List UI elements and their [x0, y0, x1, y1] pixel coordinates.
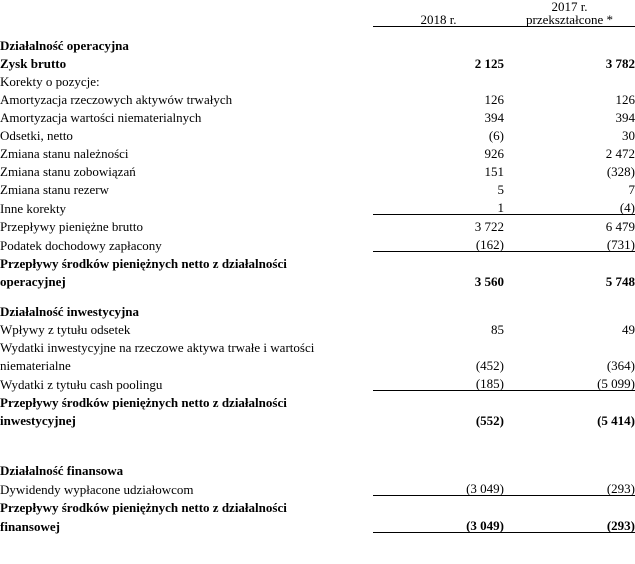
row-value-depreciation-tangible-2018: 126 [484, 92, 504, 107]
subtotal-rule-net-operating-2017 [504, 252, 635, 271]
row-value-change-receivables-2018: 926 [484, 146, 504, 161]
row-value-other-adjustments-2017: (4) [619, 200, 635, 215]
row-label-cash-pooling: Wydatki z tytułu cash poolingu [0, 376, 163, 392]
row-value-income-tax-paid-2017: (731) [606, 237, 635, 252]
section-title-investing-2018 [373, 300, 504, 318]
column-header-2017-label-line2: przekształcone * [526, 12, 613, 27]
row-value-cash-pooling-2017: (5 099) [597, 376, 635, 391]
row-label-capex-line2: niematerialne [0, 358, 71, 373]
row-value-capex-2018: (452) [475, 358, 504, 373]
column-header-2018 [373, 0, 504, 27]
subtotal-net-investing-row-line2 [0, 409, 635, 427]
section-title-investing-2017 [504, 300, 635, 318]
table-row-capex-line1 [0, 336, 635, 354]
section-title-operating: Działalność operacyjna [0, 38, 129, 53]
subtotal-rule-net-operating-2018 [373, 252, 504, 271]
row-label-gross-cash-flows: Przepływy pieniężne brutto [0, 219, 143, 234]
subtotal-label-net-financing-line1: Przepływy środków pieniężnych netto z działalności [0, 500, 287, 515]
row-value-capex-2018-empty [373, 336, 504, 354]
section-title-financing: Działalność finansowa [0, 463, 124, 478]
table-row [0, 215, 635, 234]
section-spacer-row-3 [0, 447, 635, 459]
spacer-cell [0, 427, 373, 447]
section-title-investing-row [0, 300, 635, 318]
row-value-capex-2017: (364) [606, 358, 635, 373]
column-header-2017-label-line1: 2017 r. [551, 0, 588, 14]
row-value-capex-2017-empty [504, 336, 635, 354]
subtotal-net-operating-row-line1 [0, 252, 635, 271]
spacer-cell [0, 447, 373, 459]
row-value-gross-cash-flows-2018: 3 722 [373, 215, 504, 234]
header-spacer-row [0, 27, 635, 35]
table-header-row [0, 0, 635, 27]
row-value-income-tax-paid-2018: (162) [475, 237, 504, 252]
table-row [0, 160, 635, 178]
subtotal-rule-net-investing-2018 [373, 391, 504, 410]
spacer-cell [0, 27, 373, 35]
subtotal-value-net-operating-2018: 3 560 [474, 274, 504, 289]
spacer-cell [504, 447, 635, 459]
row-label-change-receivables: Zmiana stanu należności [0, 146, 129, 161]
column-header-2018-label: 2018 r. [420, 12, 457, 27]
row-label-adjustments-header: Korekty o pozycje: [0, 74, 100, 89]
table-row [0, 142, 635, 160]
table-row [0, 178, 635, 196]
row-value-change-provisions-2017: 7 [628, 182, 635, 197]
section-spacer-row [0, 288, 635, 300]
table-row [0, 106, 635, 124]
table-row-capex-line2 [0, 354, 635, 372]
subtotal-label-net-operating-line2: operacyjnej [0, 274, 66, 289]
row-value-other-adjustments-2018: 1 [497, 200, 504, 215]
row-value-adjustments-header-2018 [373, 70, 504, 88]
row-value-cash-pooling-2018: (185) [475, 376, 504, 391]
row-label-interest-received: Wpływy z tytułu odsetek [0, 322, 131, 337]
spacer-cell [504, 288, 635, 300]
spacer-cell [0, 288, 373, 300]
section-title-financing-2018 [373, 459, 504, 477]
subtotal-value-net-financing-2018: (3 049) [466, 518, 504, 533]
row-value-gross-profit-2017: 3 782 [605, 56, 635, 71]
table-row [0, 233, 635, 252]
row-value-interest-net-2018: (6) [488, 128, 504, 143]
spacer-cell [373, 27, 504, 35]
header-empty-cell [0, 0, 373, 27]
subtotal-net-financing-row-line1 [0, 496, 635, 515]
row-value-gross-profit-2018: 2 125 [474, 56, 504, 71]
spacer-cell [373, 427, 504, 447]
row-value-change-provisions-2018: 5 [497, 182, 504, 197]
subtotal-label-net-investing-line1: Przepływy środków pieniężnych netto z działalności [0, 395, 287, 410]
subtotal-value-net-operating-2017: 5 748 [605, 274, 635, 289]
row-label-income-tax-paid: Podatek dochodowy zapłacony [0, 237, 162, 253]
subtotal-net-operating-row-line2 [0, 270, 635, 288]
row-value-interest-net-2017: 30 [622, 128, 635, 143]
row-value-interest-received-2017: 49 [622, 322, 635, 337]
row-value-adjustments-header-2017 [504, 70, 635, 88]
subtotal-rule-net-financing-2018 [373, 496, 504, 515]
section-title-operating-row [0, 34, 635, 52]
subtotal-rule-net-investing-2017 [504, 391, 635, 410]
subtotal-net-financing-row-line2 [0, 514, 635, 533]
table-row [0, 124, 635, 142]
row-value-depreciation-intangible-2017: 394 [615, 110, 635, 125]
section-title-investing: Działalność inwestycyjna [0, 304, 140, 319]
row-value-dividends-paid-2017: (293) [606, 481, 635, 496]
spacer-cell [373, 447, 504, 459]
table-row [0, 318, 635, 336]
spacer-cell [504, 427, 635, 447]
section-title-operating-2018 [373, 34, 504, 52]
section-spacer-row-2 [0, 427, 635, 447]
row-value-gross-cash-flows-2017: 6 479 [504, 215, 635, 234]
section-title-operating-2017 [504, 34, 635, 52]
row-label-change-provisions: Zmiana stanu rezerw [0, 182, 110, 197]
row-label-other-adjustments: Inne korekty [0, 200, 67, 216]
subtotal-label-net-investing-line2: inwestycyjnej [0, 413, 76, 428]
row-value-dividends-paid-2018: (3 049) [466, 481, 504, 496]
row-value-depreciation-intangible-2018: 394 [484, 110, 504, 125]
table-row [0, 88, 635, 106]
bottom-rule-row [0, 533, 635, 534]
subtotal-label-net-operating-line1: Przepływy środków pieniężnych netto z działalności [0, 256, 287, 271]
row-label-depreciation-intangible: Amortyzacja wartości niematerialnych [0, 110, 202, 125]
subtotal-value-net-financing-2017: (293) [606, 518, 635, 533]
spacer-cell [373, 288, 504, 300]
subtotal-net-investing-row-line1 [0, 391, 635, 410]
row-value-depreciation-tangible-2017: 126 [615, 92, 635, 107]
spacer-cell [504, 27, 635, 35]
row-label-capex-line1: Wydatki inwestycyjne na rzeczowe aktywa trwałe i wartości [0, 340, 315, 355]
row-label-change-payables: Zmiana stanu zobowiązań [0, 164, 136, 179]
table-row [0, 372, 635, 391]
row-label-gross-profit: Zysk brutto [0, 56, 67, 71]
subtotal-value-net-investing-2017: (5 414) [597, 413, 635, 428]
table-row [0, 70, 635, 88]
row-value-change-payables-2018: 151 [484, 164, 504, 179]
table-row [0, 477, 635, 496]
row-label-dividends-paid: Dywidendy wypłacone udziałowcom [0, 481, 194, 497]
table-row [0, 196, 635, 215]
subtotal-rule-net-financing-2017 [504, 496, 635, 515]
subtotal-value-net-investing-2018: (552) [475, 413, 504, 428]
row-label-depreciation-tangible: Amortyzacja rzeczowych aktywów trwałych [0, 92, 233, 107]
subtotal-label-net-financing-line2: finansowej [0, 518, 60, 534]
section-title-financing-2017 [504, 459, 635, 477]
row-value-interest-received-2018: 85 [491, 322, 504, 337]
row-value-change-payables-2017: (328) [606, 164, 635, 179]
row-label-interest-net: Odsetki, netto [0, 128, 73, 143]
column-header-2017 [504, 0, 635, 27]
table-row [0, 52, 635, 70]
section-title-financing-row [0, 459, 635, 477]
row-value-change-receivables-2017: 2 472 [605, 146, 635, 161]
